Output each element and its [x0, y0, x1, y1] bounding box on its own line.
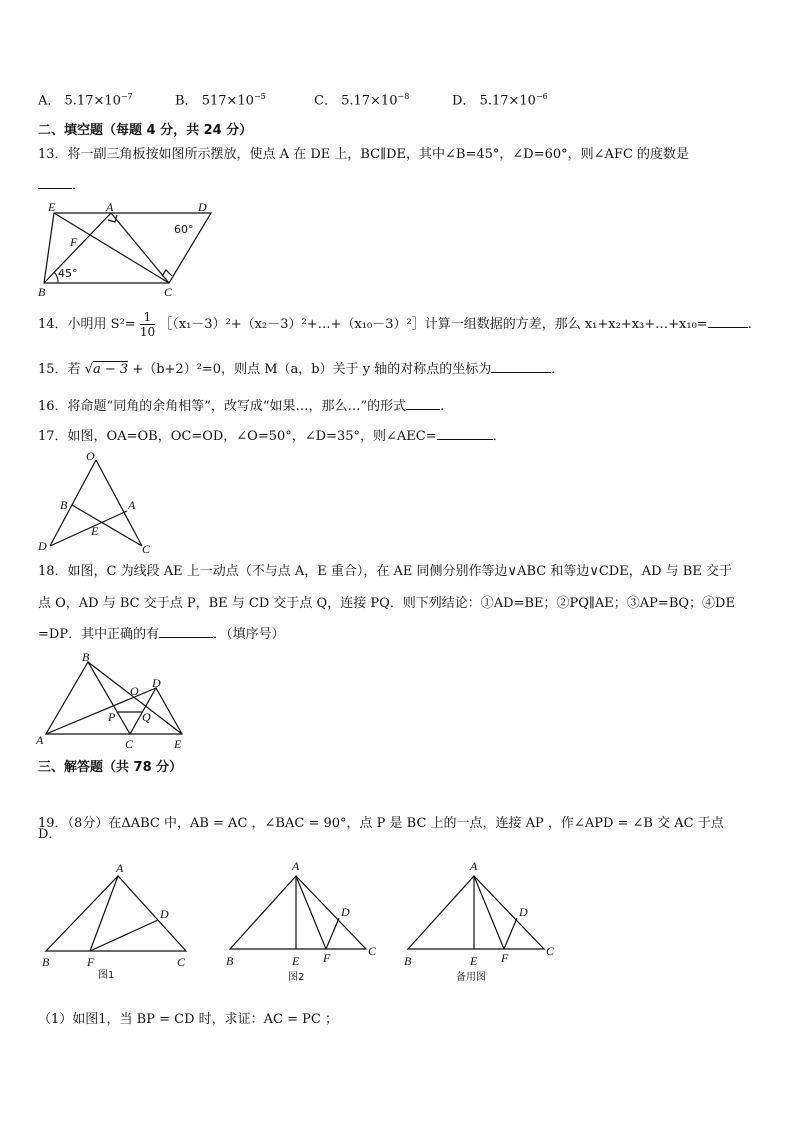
q15-radicand: a − 3: [92, 362, 129, 377]
option-base: 5.17×10: [479, 93, 536, 109]
caption-fig1: 图1: [98, 970, 115, 981]
label-d: D: [519, 905, 528, 919]
q16-text: [38, 397, 444, 416]
q13-figure: [36, 200, 226, 300]
fig3-line-af: [474, 876, 504, 949]
answer-blank: [38, 176, 72, 189]
label-o: O: [130, 684, 139, 698]
q13-end: ．: [72, 178, 86, 193]
label-q: Q: [142, 710, 151, 724]
label-p: P: [108, 710, 116, 724]
label-f: F: [87, 955, 95, 969]
label-a: A: [292, 859, 300, 873]
q13-line-ac: [111, 213, 169, 283]
q18-line-ad: [46, 688, 156, 734]
section-heading-fill-in: 二、填空题（每题 4 分，共 24 分）: [38, 123, 253, 138]
label-f: F: [70, 235, 78, 249]
q14-text: [38, 310, 752, 339]
label-f: F: [501, 951, 509, 965]
label-e: E: [292, 954, 300, 968]
label-b: B: [38, 285, 46, 299]
label-b: B: [42, 955, 50, 969]
label-a: A: [116, 861, 124, 875]
option-base: 517×10: [201, 93, 254, 109]
q15-pre: 15．若: [38, 362, 81, 377]
q17-end: ．: [492, 429, 506, 444]
q17-figure: [34, 448, 158, 558]
q17-body: 17．如图，OA=OB，OC=OD，∠O=50°，∠D=35°，则∠AEC=: [38, 429, 437, 444]
label-c: C: [164, 285, 173, 299]
label-c: C: [368, 944, 377, 958]
q15-post: +（b+2）²=0，则点 M（a，b）关于 y 轴的对称点的坐标为: [132, 362, 492, 377]
q18-triangle-abc: [46, 662, 130, 734]
label-45: 45°: [58, 267, 78, 280]
label-e: E: [48, 200, 56, 214]
q17-text: [38, 427, 506, 446]
label-f: F: [323, 951, 331, 965]
label-e: E: [91, 524, 99, 538]
option-exp: −7: [120, 92, 133, 101]
answer-blank: [491, 360, 551, 373]
label-b: B: [404, 954, 412, 968]
label-d: D: [341, 905, 350, 919]
label-c: C: [546, 944, 555, 958]
label-a: A: [36, 733, 44, 747]
option-base: 5.17×10: [64, 93, 121, 109]
frac-den: 10: [139, 325, 156, 339]
q14-end: .: [747, 317, 752, 332]
label-d: D: [38, 539, 47, 553]
label-b: B: [60, 498, 68, 512]
q19-part1: （1）如图1，当 BP = CD 时，求证：AC = PC ；: [38, 1012, 338, 1027]
q14-post: ［（x₁－3）²+（x₂－3）²+…+（x₁₀－3）²］计算一组数据的方差，那么 x₁+x₂+x₃+…+x₁₀=: [159, 317, 708, 332]
label-c: C: [142, 542, 151, 556]
q19-figure-2: [220, 852, 385, 986]
answer-blank: [708, 315, 748, 328]
option-exp: −6: [535, 92, 548, 101]
label-d: D: [160, 907, 169, 921]
q13-text: 13．将一副三角板按如图所示摆放，使点 A 在 DE 上，BC∥DE，其中∠B=45°，∠D=60°，则∠AFC 的度数是: [38, 147, 690, 162]
q17-line-da: [50, 511, 127, 546]
option-letter: C．: [314, 93, 337, 109]
q18-figure: [34, 648, 194, 752]
q15-end: ．: [551, 362, 565, 377]
option-exp: −5: [253, 92, 266, 101]
q16-end: .: [440, 399, 445, 414]
label-a: A: [106, 200, 114, 214]
label-o: O: [86, 449, 95, 463]
q19-line1: 19．（8分）在ΔABC 中，AB = AC ，∠BAC = 90°，点 P 是 BC 上的一点，连接 AP ，作∠APD = ∠B 交 AC 于点: [38, 816, 724, 831]
label-b: B: [82, 650, 90, 664]
label-a: A: [470, 859, 478, 873]
label-e: E: [174, 737, 182, 751]
label-c: C: [125, 737, 134, 751]
option-letter: D．: [452, 93, 476, 109]
label-a: A: [128, 498, 136, 512]
q19-line2: D．: [38, 827, 62, 842]
option-exp: −8: [397, 92, 410, 101]
q12-option-d: [452, 88, 548, 110]
q15-text: [38, 360, 564, 379]
label-d: D: [152, 676, 161, 690]
fig2-line-fd: [326, 918, 339, 949]
option-base: 5.17×10: [341, 93, 398, 109]
label-d: D: [198, 200, 207, 214]
q19-figure-backup: [398, 852, 563, 986]
q16-body: 16．将命题“同角的余角相等”，改写成“如果…，那么…”的形式: [38, 399, 407, 414]
q12-option-c: [314, 88, 409, 110]
section-heading-solutions: 三、解答题（共 78 分）: [38, 760, 183, 775]
q17-line-od: [50, 460, 96, 546]
label-c: C: [177, 955, 186, 969]
q13-answer-line: [38, 176, 85, 195]
label-e: E: [470, 954, 478, 968]
q14-pre: 14．小明用 S²=: [38, 317, 136, 332]
q18-line3-pre: =DP．其中正确的有: [38, 627, 160, 642]
q12-option-a: [38, 88, 133, 110]
fig2-line-af: [296, 876, 326, 949]
q18-line3-post: ．（填序号）: [213, 627, 285, 642]
q18-line-be: [88, 662, 182, 734]
answer-blank: [437, 427, 493, 440]
q13-right-angle-a: [108, 215, 117, 222]
label-b: B: [226, 954, 234, 968]
q14-fraction: [140, 310, 155, 339]
sqrt-sign: √: [84, 362, 93, 377]
q18-line1: 18．如图，C 为线段 AE 上一动点（不与点 A，E 重合），在 AE 同侧分别作等边∨ABC 和等边∨CDE，AD 与 BE 交于: [38, 564, 732, 579]
q13-right-angle-c: [162, 270, 172, 276]
label-60: 60°: [174, 223, 194, 236]
q19-figure-1: [36, 856, 196, 986]
q18-line3: [38, 625, 285, 644]
option-letter: B．: [175, 93, 198, 109]
caption-fig2: 图2: [288, 972, 305, 983]
answer-blank: [159, 625, 213, 638]
option-letter: A．: [38, 93, 61, 109]
fig3-line-fd: [504, 918, 517, 949]
caption-fig3: 备用图: [456, 972, 486, 983]
frac-num: 1: [140, 310, 155, 325]
q18-line2: 点 O，AD 与 BC 交于点 P，BE 与 CD 交于点 Q，连接 PQ．则下列结论：①AD=BE；②PQ∥AE；③AP=BQ；④DE: [38, 596, 735, 611]
answer-blank: [406, 397, 440, 410]
q12-option-b: [175, 88, 266, 110]
